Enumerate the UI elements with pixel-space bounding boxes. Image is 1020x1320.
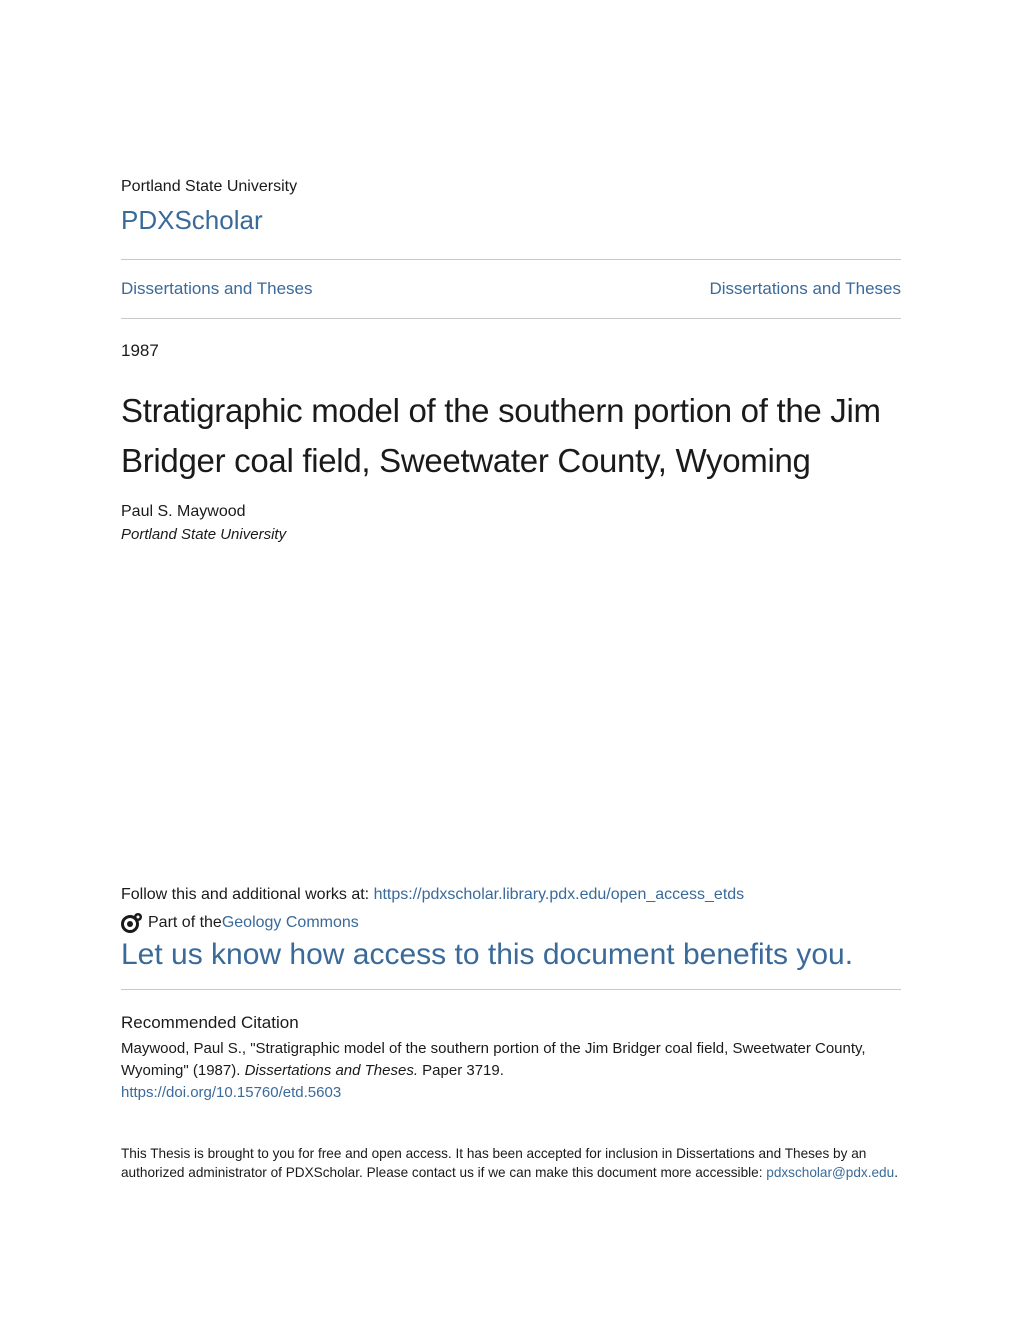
access-statement-end: . [894,1165,898,1180]
collection-link-left[interactable]: Dissertations and Theses [121,279,313,298]
part-of-label: Part of the [148,914,222,931]
follow-url-link[interactable]: https://pdxscholar.library.pdx.edu/open_access_etds [373,886,745,903]
access-statement-text: This Thesis is brought to you for free and open access. It has been accepted for inclusion in Dissertations and Theses by an authorized administrator of PDXScholar. Please contact us if we can make this document more accessible: [121,1146,867,1180]
benefit-feedback-link[interactable]: Let us know how access to this document benefits you. [121,938,854,971]
document-title: Stratigraphic model of the southern portion of the Jim Bridger coal field, Sweetwater County, Wyoming [121,392,881,479]
collection-link-right[interactable]: Dissertations and Theses [709,279,901,298]
author-affiliation: Portland State University [121,526,287,543]
divider-middle [121,318,901,319]
contact-email-link[interactable]: pdxscholar@pdx.edu [766,1165,895,1180]
part-of-line [121,912,359,934]
citation-text [121,1038,901,1104]
citation-body: Maywood, Paul S., "Stratigraphic model of the southern portion of the Jim Bridger coal field, Sweetwater County, Wyoming" (1987). [121,1040,866,1079]
access-statement [121,1144,901,1182]
follow-label: Follow this and additional works at: [121,886,374,903]
citation-series: Dissertations and Theses. [244,1062,418,1079]
cover-page [121,0,901,1320]
repository-link[interactable]: PDXScholar [121,205,263,235]
follow-line [121,886,744,904]
divider-top [121,259,901,260]
author-name: Paul S. Maywood [121,503,246,520]
commons-network-icon [121,912,143,934]
divider-bottom [121,989,901,990]
citation-heading: Recommended Citation [121,1013,299,1032]
citation-paper: Paper 3719. [418,1062,504,1079]
geology-commons-link[interactable]: Geology Commons [221,914,359,931]
publication-year: 1987 [121,341,159,360]
institution-name: Portland State University [121,178,298,195]
collection-row [121,279,901,299]
doi-link[interactable]: https://doi.org/10.15760/etd.5603 [121,1084,342,1101]
